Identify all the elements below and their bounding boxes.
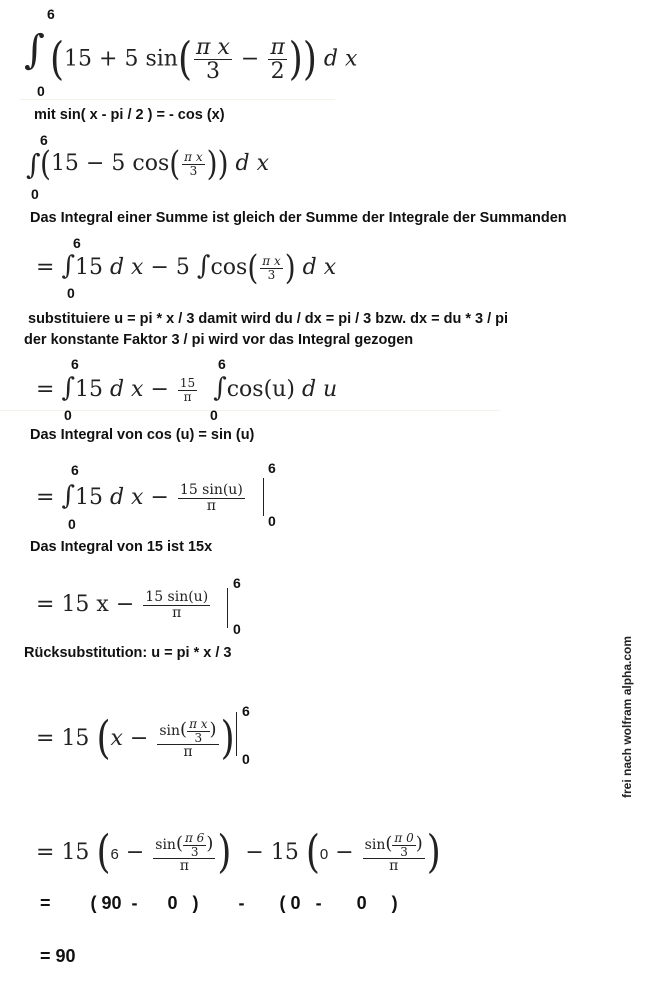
separator-line — [0, 410, 500, 411]
note-sin-identity: mit sin( x - pi / 2 ) = - cos (x) — [34, 107, 225, 123]
eval-lower-limit: 0 — [268, 513, 276, 529]
lower-limit: 0 — [37, 83, 45, 99]
note-substitution: substituiere u = pi * x / 3 damit wird du / dx = pi / 3 bzw. dx = du * 3 / pi — [28, 311, 509, 327]
eval-lower-limit: 0 — [233, 621, 241, 637]
upper-limit: 6 — [40, 132, 48, 148]
integral-sign: ∫ — [26, 148, 41, 181]
upper-limit: 6 — [47, 6, 55, 22]
lower-limit: 0 — [31, 186, 39, 202]
evaluation-bar — [263, 478, 264, 516]
eval-upper-limit: 6 — [268, 460, 276, 476]
formula-step6: = 15 x − $\frac{15 \sin(u)}{\pi}$ — [36, 589, 209, 621]
final-result: = 90 — [40, 946, 76, 966]
upper-limit: 6 — [71, 462, 79, 478]
eval-lower-limit: 0 — [242, 751, 250, 767]
note-sum-rule: Das Integral einer Summe ist gleich der Summe der Integrale der Summanden — [30, 210, 567, 226]
integral-sign: ∫ — [24, 27, 45, 73]
separator-line — [20, 99, 335, 100]
evaluation-bar — [227, 588, 228, 628]
lower-limit: 0 — [64, 407, 72, 423]
formula-step2: (15 − 5 cos( $\frac{\text{π x}}{3}$ )) d x — [40, 143, 269, 184]
eval-upper-limit: 6 — [233, 575, 241, 591]
lower-limit: 0 — [67, 285, 75, 301]
lower-limit: 0 — [68, 516, 76, 532]
numeric-evaluation: = ( 90 - 0 ) - ( 0 - 0 ) — [40, 893, 398, 913]
formula-step7: = 15 (x − sin( $\frac{\text{π x}}{3}$ ) π ) — [36, 712, 235, 764]
upper-limit: 6 — [218, 356, 226, 372]
evaluation-bar — [236, 712, 237, 756]
formula-step1: (15 + 5 sin( $\frac{\text{π x}}{3}$ − $\frac{\pi}{2}$ )) d x — [50, 33, 358, 85]
note-cos-integral: Das Integral von cos (u) = sin (u) — [30, 427, 255, 443]
formula-step4: = ∫15 d x − $\frac{15}{\pi}$ ∫cos(u) d u — [36, 373, 338, 404]
note-constant-factor: der konstante Faktor 3 / pi wird vor das Integral gezogen — [24, 332, 414, 348]
lower-limit: 0 — [210, 407, 218, 423]
formula-step3: = ∫15 d x − 5 ∫cos( $\frac{\text{π x}}{3}$ ) d x — [36, 247, 337, 288]
formula-step8: = 15 (6 − sin( $\frac{\pi 6}{3}$ ) π ) − 15 (0 − sin( $\frac{\pi 0}{3}$ ) π ) — [36, 826, 441, 878]
upper-limit: 6 — [71, 356, 79, 372]
formula-step5: = ∫15 d x − $\frac{15 \sin(u)}{\pi}$ — [36, 481, 243, 514]
upper-limit: 6 — [73, 235, 81, 251]
source-credit: frei nach wolfram alpha.com — [620, 635, 634, 798]
note-constant-integral: Das Integral von 15 ist 15x — [30, 539, 213, 555]
eval-upper-limit: 6 — [242, 703, 250, 719]
note-back-substitution: Rücksubstitution: u = pi * x / 3 — [24, 645, 232, 661]
